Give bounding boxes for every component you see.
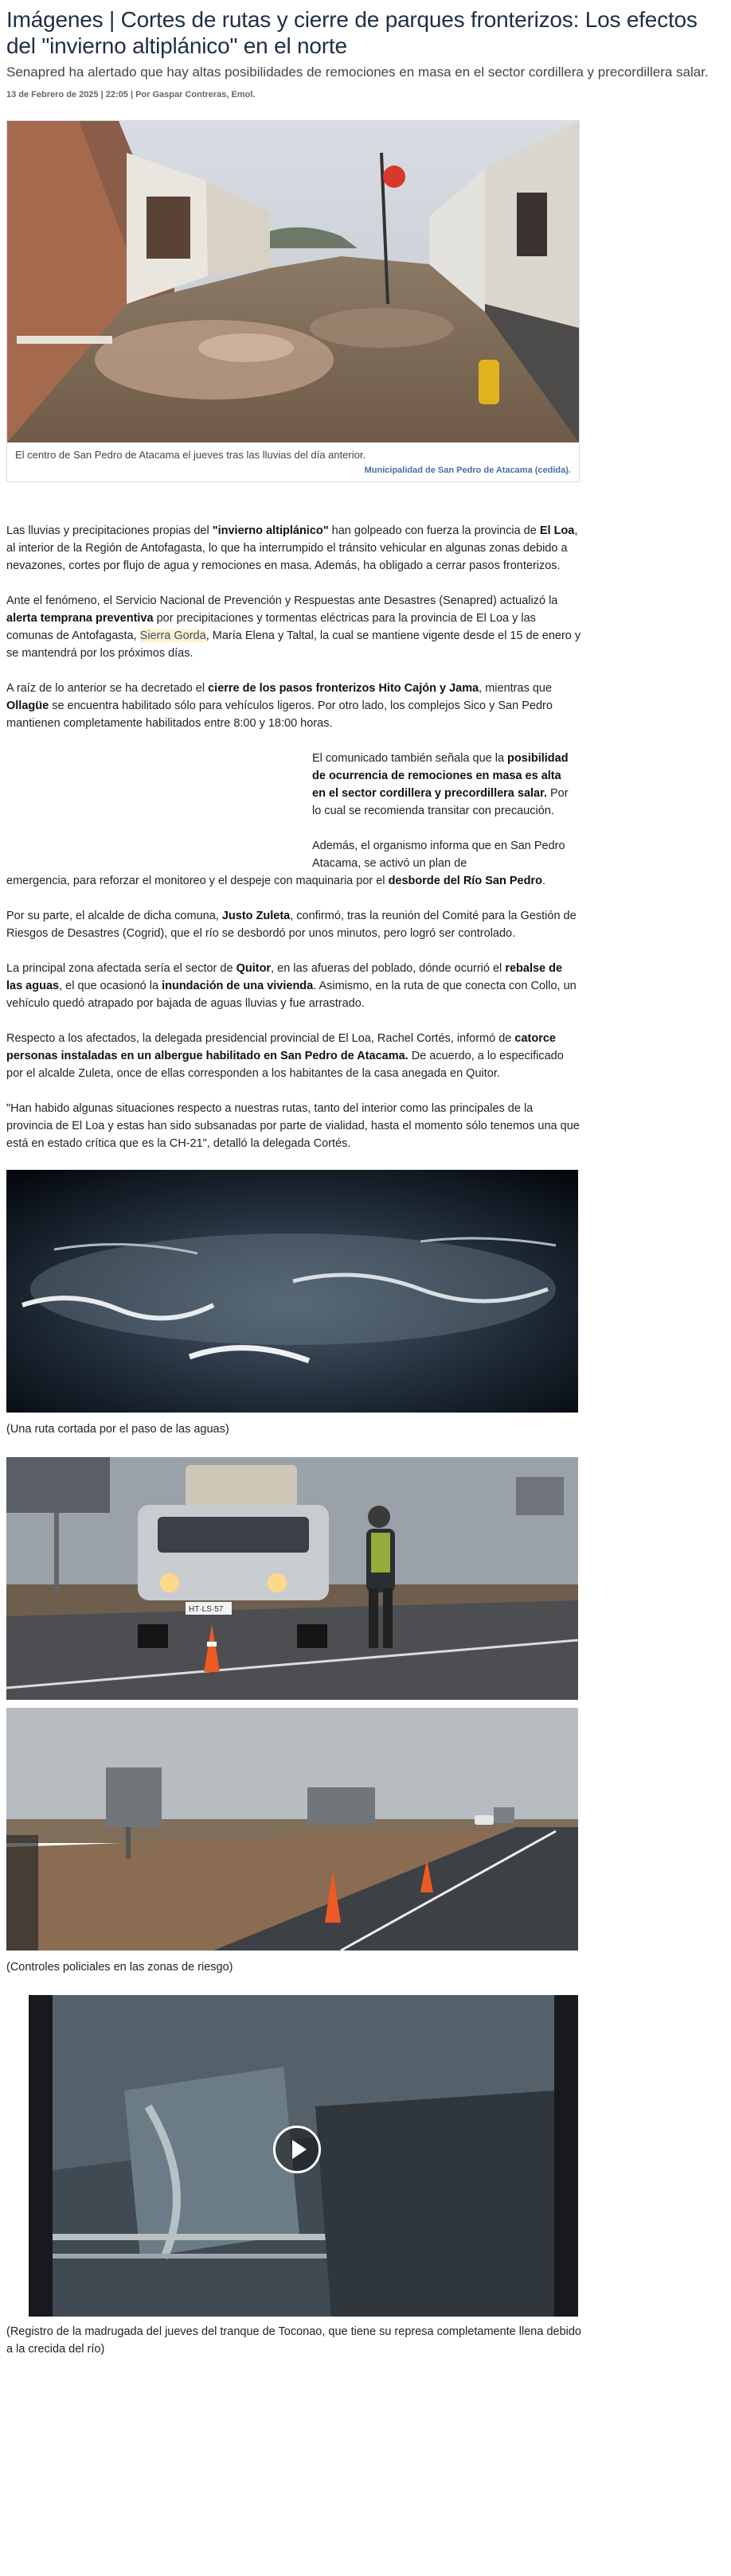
paragraph (6, 592, 581, 662)
text-span: Ante el fenómeno, el Servicio Nacional de Prevención y Respuestas ante Desastres (Senapred) actualizó la (6, 594, 558, 607)
bold-span: Quitor (236, 962, 272, 975)
bold-span: Ollagüe (6, 700, 49, 712)
text-span: , María Elena y Taltal, la cual se mantiene vigente desde el 15 de enero y se mantendrá por los próximos días. (6, 629, 581, 660)
text-span: Por su parte, el alcalde de dicha comuna, (6, 910, 222, 922)
police-photo-1[interactable] (6, 1457, 578, 1700)
main-figure-credit: Municipalidad de San Pedro de Atacama (cedida). (364, 466, 571, 475)
bold-span: rebalse de las aguas (6, 962, 563, 992)
text-span: por precipitaciones y tormentas eléctricas para la provincia de El Loa y las comunas de Antofagasta, (6, 612, 536, 642)
article-body (6, 522, 723, 1152)
text-span: , en las afueras del poblado, dónde ocurrió el (271, 962, 506, 975)
paragraph (6, 907, 581, 942)
main-figure (6, 120, 580, 482)
text-span: se encuentra habilitado sólo para vehículos ligeros. Por otro lado, los complejos Sico y San Pedro mantienen completamente habilitados entre 8:00 y 18:00 horas. (6, 700, 553, 730)
paragraph (6, 522, 581, 575)
flood-photo[interactable] (6, 1170, 578, 1413)
text-span: , al interior de la Región de Antofagasta, lo que ha interrumpido el tránsito vehicular en algunas zonas debido a nevazones, cortes por flujo de agua y remociones en masa. Además, ha obligado a cerrar pasos fronterizos. (6, 524, 578, 572)
highlighted-link[interactable]: Sierra Gorda (139, 629, 206, 642)
bold-span: "invierno altiplánico" (212, 524, 329, 537)
text-span: A raíz de lo anterior se ha decretado el (6, 682, 209, 695)
main-photo[interactable] (7, 121, 579, 442)
police-photo-2[interactable] (6, 1708, 578, 1951)
text-span: El comunicado también señala que la (312, 752, 508, 765)
text-span: De acuerdo, a lo especificado por el alcalde Zuleta, once de ellas corresponden a los habitantes de la casa anegada en Quitor. (6, 1050, 564, 1080)
article-title: Imágenes | Cortes de rutas y cierre de parques fronterizos: Los efectos del "invierno altiplánico" en el norte (6, 7, 698, 58)
bold-span: El Loa (539, 524, 575, 537)
main-figure-caption: El centro de San Pedro de Atacama el jueves tras las lluvias del día anterior. (15, 449, 366, 461)
police-caption: (Controles policiales en las zonas de riesgo) (6, 1961, 233, 1974)
bold-span: alerta temprana preventiva (6, 612, 154, 625)
text-span: , confirmó, tras la reunión del Comité para la Gestión de Riesgos de Desastres (Cogrid), que el río se desbordó por unos minutos, pero logró ser controlado. (6, 910, 577, 940)
paragraph (6, 680, 581, 732)
video-player[interactable] (29, 1995, 578, 2317)
bold-span: desborde del Río San Pedro (388, 875, 542, 887)
play-icon[interactable] (273, 2126, 321, 2173)
bold-span: Justo Zuleta (221, 910, 291, 922)
bold-span: posibilidad de ocurrencia de remociones en masa es alta en el sector cordillera y precordillera salar. (312, 752, 569, 800)
text-span: La principal zona afectada sería el sector de (6, 962, 236, 975)
text-span: Por lo cual se recomienda transitar con precaución. (312, 787, 569, 817)
text-span: . Asimismo, en la ruta de que conecta con Collo, un vehículo quedó atrapado por bajada de aguas lluvias y fue arrastrado. (6, 980, 577, 1010)
text-span: Las lluvias y precipitaciones propias del (6, 524, 213, 537)
article-lead: Senapred ha alertado que hay altas posibilidades de remociones en masa en el sector cordillera y precordillera salar. (6, 64, 709, 80)
text-span: , mientras que (479, 682, 553, 695)
text-span: , el que ocasionó la (59, 980, 162, 992)
text-span: . (541, 875, 545, 887)
article-page (6, 0, 723, 2377)
text-span: han golpeado con fuerza la provincia de (328, 524, 540, 537)
text-span: Respecto a los afectados, la delegada presidencial provincial de El Loa, Rachel Cortés, informó de (6, 1032, 515, 1045)
article-byline: 13 de Febrero de 2025 | 22:05 | Por Gaspar Contreras, Emol. (6, 90, 256, 99)
text-span: emergencia, para reforzar el monitoreo y el despeje con maquinaria por el (6, 875, 389, 887)
video-caption: (Registro de la madrugada del jueves del tranque de Toconao, que tiene su represa completamente llena debido a la crecida del río) (6, 2325, 581, 2356)
paragraph: Además, el organismo informa que en San Pedro Atacama, se activó un plan de (312, 840, 565, 870)
paragraph (6, 960, 581, 1012)
paragraph: "Han habido algunas situaciones respecto a nuestras rutas, tanto del interior como las principales de la provincia de El Loa y estas han sido subsanadas por parte de vialidad, hasta el momento sólo tenemos una que está en estado crítica que es la CH-21", detalló la delegada Cortés. (6, 1102, 580, 1150)
bold-span: cierre de los pasos fronterizos Hito Cajón y Jama (208, 682, 479, 695)
bold-span: inundación de una vivienda (162, 980, 314, 992)
paragraph (312, 750, 575, 820)
paragraph (6, 1030, 581, 1082)
flood-caption: (Una ruta cortada por el paso de las aguas) (6, 1423, 229, 1436)
paragraph (6, 872, 581, 890)
vehicle-plate: HT·LS·57 (189, 1605, 224, 1614)
bold-span: catorce personas instaladas en un albergue habilitado en San Pedro de Atacama. (6, 1032, 556, 1062)
